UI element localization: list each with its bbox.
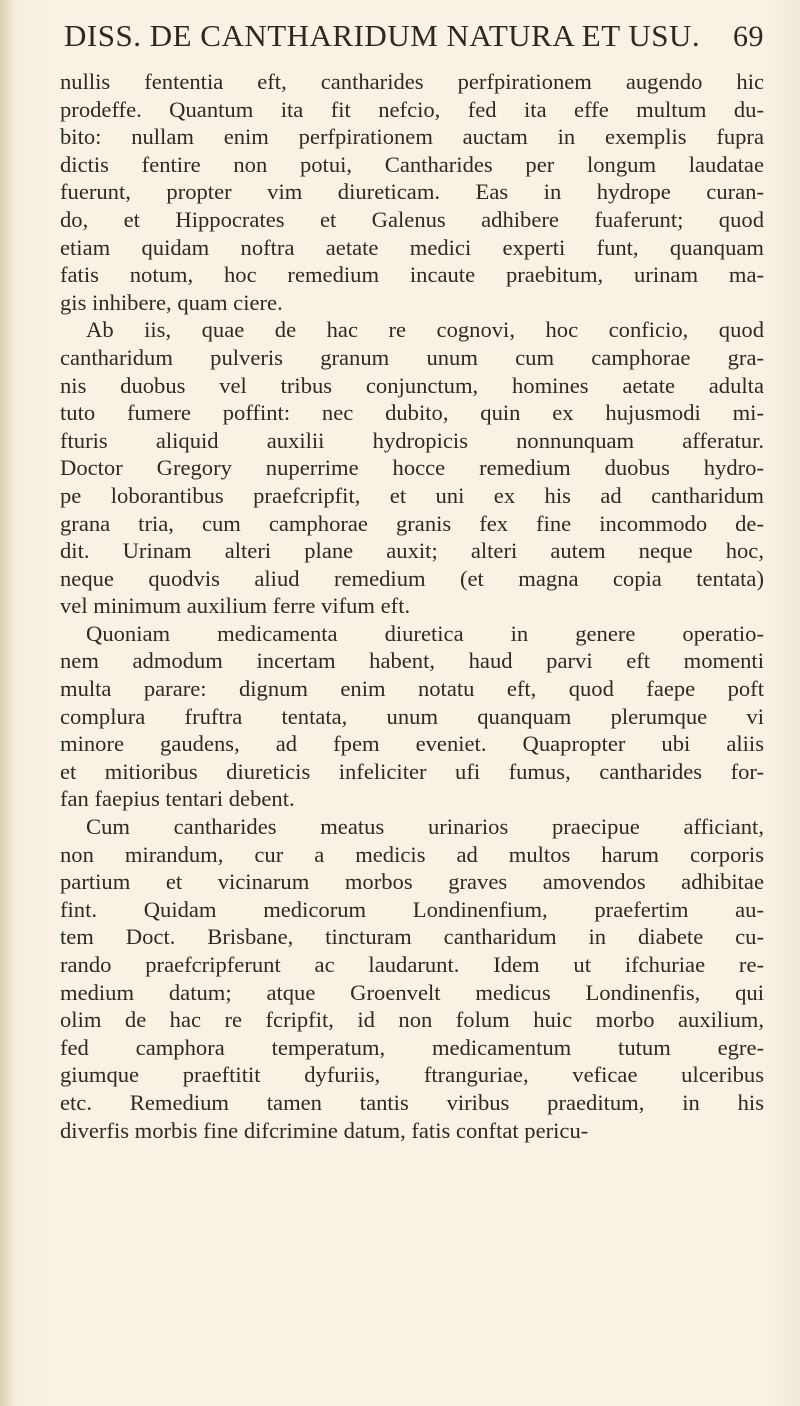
text-line: Quoniam medicamenta diuretica in genere operatio- [86,620,764,646]
page-gutter-shadow [0,0,14,1406]
body-text [60,68,764,1144]
text-line: nis duobus vel tribus conjunctum, homines aetate adulta [60,372,764,398]
text-line: nem admodum incertam habent, haud parvi eft momenti [60,648,764,674]
text-line: fan faepius tentari debent. [60,786,295,812]
text-line: bito: nullam enim perfpirationem auctam in exemplis fupra [60,124,764,150]
text-line: Doctor Gregory nuperrime hocce remedium duobus hydro- [60,455,764,481]
text-line: neque quodvis aliud remedium (et magna copia tentata) [60,565,764,591]
text-line: dictis fentire non potui, Cantharides per longum laudatae [60,151,764,177]
text-line: cantharidum pulveris granum unum cum camphorae gra- [60,344,764,370]
text-line: etc. Remedium tamen tantis viribus praeditum, in his [60,1089,764,1115]
paragraph [60,813,764,1144]
text-line: fed camphora temperatum, medicamentum tutum egre- [60,1034,764,1060]
text-line: giumque praeftitit dyfuriis, ftranguriae, veficae ulceribus [60,1062,764,1088]
text-line: fatis notum, hoc remedium incaute praebitum, urinam ma- [60,262,764,288]
text-line: diverfis morbis fine difcrimine datum, fatis conftat pericu- [60,1117,589,1143]
text-line: tem Doct. Brisbane, tincturam cantharidum in diabete cu- [60,924,764,950]
text-line: non mirandum, cur a medicis ad multos harum corporis [60,841,764,867]
text-line: Ab iis, quae de hac re cognovi, hoc conficio, quod [86,317,764,343]
text-line: fint. Quidam medicorum Londinenfium, praefertim au- [60,896,764,922]
text-line: do, et Hippocrates et Galenus adhibere fuaferunt; quod [60,206,764,232]
text-line: partium et vicinarum morbos graves amovendos adhibitae [60,869,764,895]
running-head [64,14,764,60]
text-line: olim de hac re fcripfit, id non folum huic morbo auxilium, [60,1007,764,1033]
text-line: medium datum; atque Groenvelt medicus Londinenfis, qui [60,979,764,1005]
text-line: pe loborantibus praefcripfit, et uni ex his ad cantharidum [60,482,764,508]
running-head-title: DISS. DE CANTHARIDUM NATURA ET USU. [64,18,701,53]
text-line: vel minimum auxilium ferre vifum eft. [60,593,411,619]
page-number: 69 [733,20,764,53]
text-line: nullis fententia eft, cantharides perfpirationem augendo hic [60,69,764,94]
text-line: fturis aliquid auxilii hydropicis nonnunquam afferatur. [60,427,764,453]
text-line: fuerunt, propter vim diureticam. Eas in hydrope curan- [60,179,764,205]
text-line: complura fruftra tentata, unum quanquam plerumque vi [60,703,764,729]
text-line: grana tria, cum camphorae granis fex fine incommodo de- [60,510,764,536]
text-line: prodeffe. Quantum ita fit nefcio, fed ita effe multum du- [60,96,764,122]
text-line: et mitioribus diureticis infeliciter ufi fumus, cantharides for- [60,758,764,784]
text-line: tuto fumere poffint: nec dubito, quin ex hujusmodi mi- [60,400,764,426]
text-line: dit. Urinam alteri plane auxit; alteri autem neque hoc, [60,538,764,564]
text-line: gis inhibere, quam ciere. [60,289,283,315]
paragraph [60,620,764,813]
text-line: rando praefcripferunt ac laudarunt. Idem ut ifchuriae re- [60,952,764,977]
paragraph [60,316,764,620]
text-line: Cum cantharides meatus urinarios praecipue afficiant, [86,814,764,840]
text-line: minore gaudens, ad fpem eveniet. Quapropter ubi aliis [60,731,764,757]
paragraph [60,68,764,316]
text-line: etiam quidam noftra aetate medici experti funt, quanquam [60,234,764,260]
text-line: multa parare: dignum enim notatu eft, quod faepe poft [60,676,764,702]
